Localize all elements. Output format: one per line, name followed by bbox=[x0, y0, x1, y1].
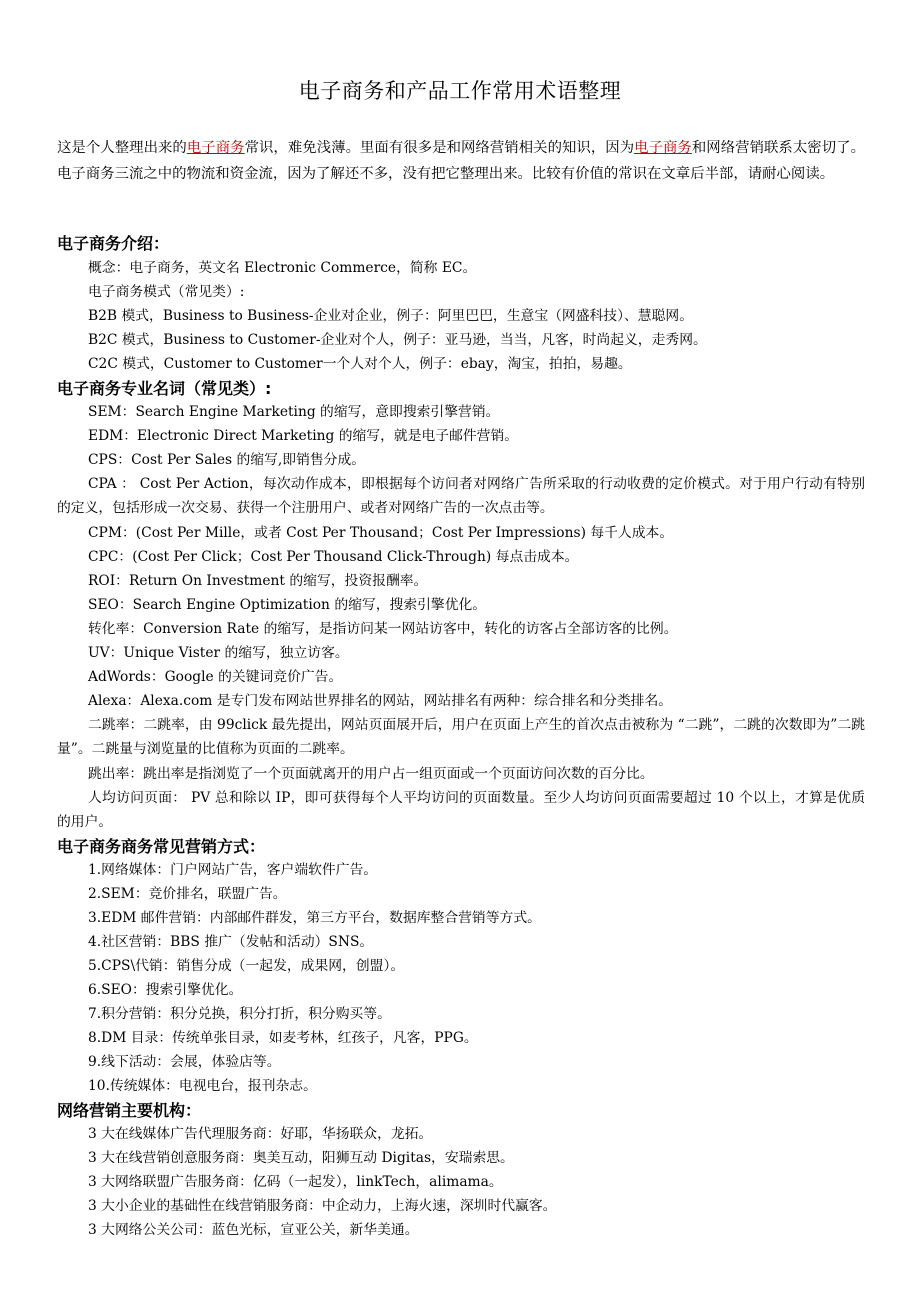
term-cpa: CPA ： Cost Per Action，每次动作成本，即根据每个访问者对网络广告所采取的行动收费的定价模式。对于用户行动有特别的定义，包括形成一次交易、获得一个注册用户、或者对网络广告的一次点击等。 bbox=[57, 476, 865, 517]
list-item: 3 大在线营销创意服务商：奥美互动，阳狮互动 Digitas，安瑞索思。 bbox=[88, 1150, 514, 1166]
list-item: 3.EDM 邮件营销：内部邮件群发，第三方平台，数据库整合营销等方式。 bbox=[88, 910, 541, 926]
list-item: 3 大网络联盟广告服务商：亿码（一起发），linkTech，alimama。 bbox=[88, 1174, 503, 1190]
document-title: 电子商务和产品工作常用术语整理 bbox=[298, 79, 622, 103]
list-item: 4.社区营销：BBS 推广（发帖和活动）SNS。 bbox=[88, 934, 374, 950]
term-cpm: CPM：(Cost Per Mille，或者 Cost Per Thousand；Cost Per Impressions) 每千人成本。 bbox=[88, 525, 674, 541]
term-cpc: CPC：(Cost Per Click；Cost Per Thousand Click-Through) 每点击成本。 bbox=[88, 549, 579, 565]
ecommerce-link-1[interactable]: 电子商务 bbox=[186, 140, 245, 156]
list-item: 7.积分营销：积分兑换，积分打折，积分购买等。 bbox=[88, 1006, 391, 1022]
list-item: 3 大网络公关公司：蓝色光标，宣亚公关，新华美通。 bbox=[88, 1222, 419, 1238]
term-bounce-rate: 跳出率：跳出率是指浏览了一个页面就离开的用户占一组页面或一个页面访问次数的百分比。 bbox=[88, 766, 654, 782]
list-item: 10.传统媒体：电视电台，报刊杂志。 bbox=[88, 1078, 317, 1094]
section-heading-terms: 电子商务专业名词（常见类）: bbox=[57, 379, 272, 398]
term-cps: CPS：Cost Per Sales 的缩写,即销售分成。 bbox=[88, 452, 366, 468]
list-item: 3 大小企业的基础性在线营销服务商：中企动力，上海火速，深圳时代赢客。 bbox=[88, 1198, 557, 1214]
list-item: 1.网络媒体：门户网站广告，客户端软件广告。 bbox=[88, 862, 378, 878]
term-alexa: Alexa：Alexa.com 是专门发布网站世界排名的网站，网站排名有两种：综合排名和分类排名。 bbox=[88, 693, 673, 709]
list-item: 6.SEO：搜索引擎优化。 bbox=[88, 982, 243, 998]
section-heading-marketing-methods: 电子商务商务常见营销方式： bbox=[57, 837, 266, 856]
intro-text-2: 常识，难免浅薄。里面有很多是和网络营销相关的知识，因为 bbox=[244, 140, 635, 156]
section-heading-agencies: 网络营销主要机构： bbox=[57, 1101, 202, 1120]
list-item: 电子商务模式（常见类）: bbox=[88, 284, 245, 300]
term-roi: ROI：Return On Investment 的缩写，投资报酬率。 bbox=[88, 573, 428, 589]
term-second-jump-rate: 二跳率：二跳率，由 99click 最先提出，网站页面展开后，用户在页面上产生的首次点击被称为 “二跳”，二跳的次数即为”二跳量”。二跳量与浏览量的比值称为页面的二跳率。 bbox=[57, 717, 865, 758]
term-adwords: AdWords：Google 的关键词竞价广告。 bbox=[88, 669, 343, 685]
intro-text-3: 和网络营销联系太密切了。电子商务三流之中的物流和资金流，因为了解还不多，没有把它整理出来。比较有价值的常识在文章后半部，请耐心阅读。 bbox=[57, 140, 865, 182]
intro-text-1: 这是个人整理出来的 bbox=[57, 140, 187, 156]
list-item: 2.SEM：竞价排名，联盟广告。 bbox=[88, 886, 287, 902]
section-heading-ecommerce-intro: 电子商务介绍： bbox=[57, 234, 170, 253]
intro-paragraph bbox=[57, 136, 865, 187]
list-item: 8.DM 目录：传统单张目录，如麦考林，红孩子，凡客，PPG。 bbox=[88, 1030, 478, 1046]
term-sem: SEM：Search Engine Marketing 的缩写，意即搜索引擎营销。 bbox=[88, 404, 500, 420]
list-item: C2C 模式，Customer to Customer一个人对个人，例子：ebay，淘宝，拍拍，易趣。 bbox=[88, 356, 632, 372]
list-item: B2B 模式，Business to Business-企业对企业，例子：阿里巴巴，生意宝（网盛科技）、慧聪网。 bbox=[88, 308, 693, 324]
term-avg-pages: 人均访问页面： PV 总和除以 IP，即可获得每个人平均访问的页面数量。至少人均访问页面需要超过 10 个以上，才算是优质的用户。 bbox=[57, 790, 865, 831]
list-item: 9.线下活动：会展，体验店等。 bbox=[88, 1054, 281, 1070]
ecommerce-link-2[interactable]: 电子商务 bbox=[634, 140, 692, 156]
term-seo: SEO：Search Engine Optimization 的缩写，搜索引擎优化。 bbox=[88, 597, 487, 613]
list-item: B2C 模式，Business to Customer-企业对个人，例子：亚马逊，当当，凡客，时尚起义，走秀网。 bbox=[88, 332, 707, 348]
list-item: 3 大在线媒体广告代理服务商：好耶，华扬联众，龙拓。 bbox=[88, 1126, 433, 1142]
term-conversion-rate: 转化率：Conversion Rate 的缩写，是指访问某一网站访客中，转化的访客占全部访客的比例。 bbox=[88, 621, 678, 637]
list-item: 5.CPS\代销：销售分成（一起发，成果网，创盟）。 bbox=[88, 958, 405, 974]
list-item: 概念：电子商务，英文名 Electronic Commerce，简称 EC。 bbox=[88, 260, 477, 276]
term-uv: UV：Unique Vister 的缩写，独立访客。 bbox=[88, 645, 349, 661]
term-edm: EDM：Electronic Direct Marketing 的缩写，就是电子邮件营销。 bbox=[88, 428, 519, 444]
